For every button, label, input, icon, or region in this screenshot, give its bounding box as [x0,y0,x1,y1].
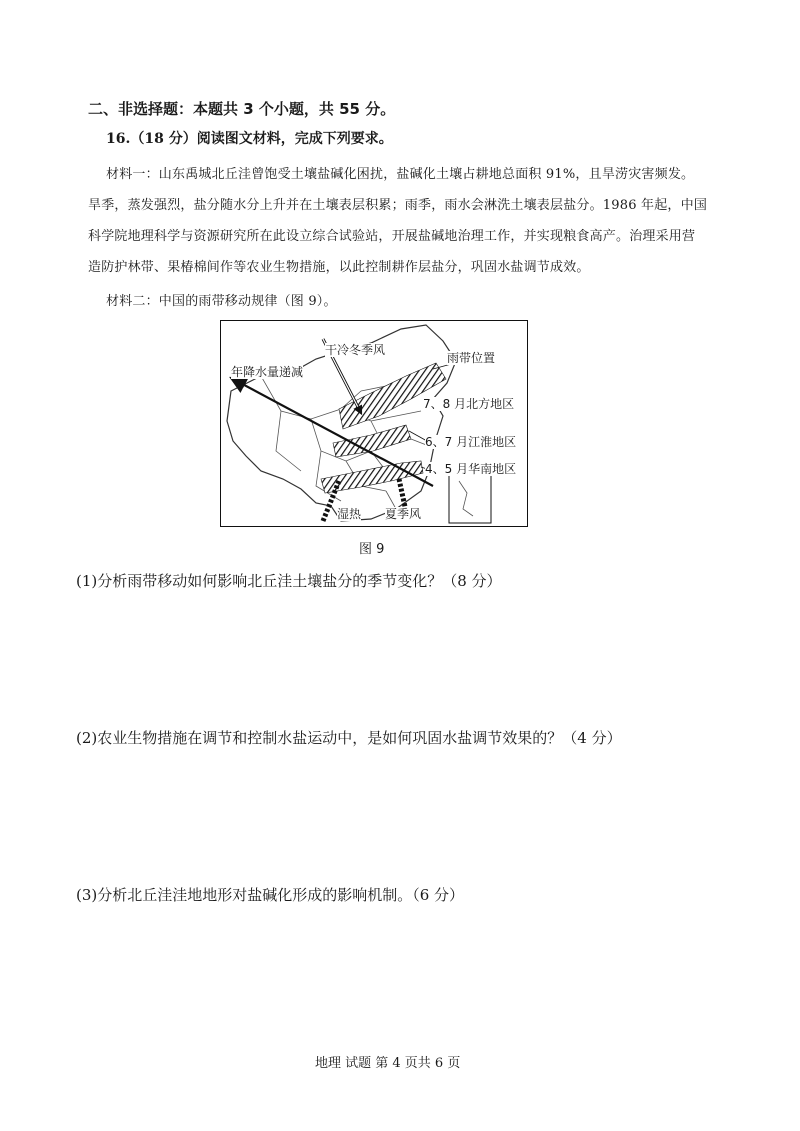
question-1: (1)分析雨带移动如何影响北丘洼土壤盐分的季节变化？（8 分） [76,572,502,590]
question-3: (3)分析北丘洼洼地地形对盐碱化形成的影响机制。（6 分） [76,886,465,904]
material1-line1: 材料一：山东禹城北丘洼曾饱受土壤盐碱化困扰，盐碱化土壤占耕地总面积 91%，且旱涝灾害频发。 [106,167,695,182]
summer-monsoon-label: 夏季风 [385,507,422,521]
material1-line3: 科学院地理科学与资源研究所在此设立综合试验站，开展盐碱地治理工作，并实现粮食高产。治理采用营 [88,229,696,244]
question-header: 16.（18 分）阅读图文材料，完成下列要求。 [106,131,393,147]
question-2: (2)农业生物措施在调节和控制水盐运动中，是如何巩固水盐调节效果的？（4 分） [76,729,622,747]
rainband-position-label: 雨带位置 [447,351,496,365]
page-footer: 地理 试题 第 4 页共 6 页 [315,1056,461,1071]
band-jianghuai-label: 6、7 月江淮地区 [425,435,517,449]
material2-text: 材料二：中国的雨带移动规律（图 9）。 [106,294,337,309]
winter-monsoon-label: 干冷冬季风 [325,343,386,357]
material1-line4: 造防护林带、果椿棉间作等农业生物措施，以此控制耕作层盐分，巩固水盐调节成效。 [88,260,590,275]
humid-hot-label: 湿热 [337,507,362,521]
figure-caption: 图 9 [359,542,385,557]
section-title: 二、非选择题：本题共 3 个小题，共 55 分。 [88,100,396,118]
material1-line2: 旱季，蒸发强烈，盐分随水分上升并在土壤表层积累；雨季，雨水会淋洗土壤表层盐分。1986 年起，中国 [88,198,708,213]
band-south-label: 4、5 月华南地区 [425,462,517,476]
band-north-label: 7、8 月北方地区 [423,397,515,411]
rainfall-trend-label: 年降水量递减 [231,365,304,379]
rainband-map-figure [220,320,528,527]
